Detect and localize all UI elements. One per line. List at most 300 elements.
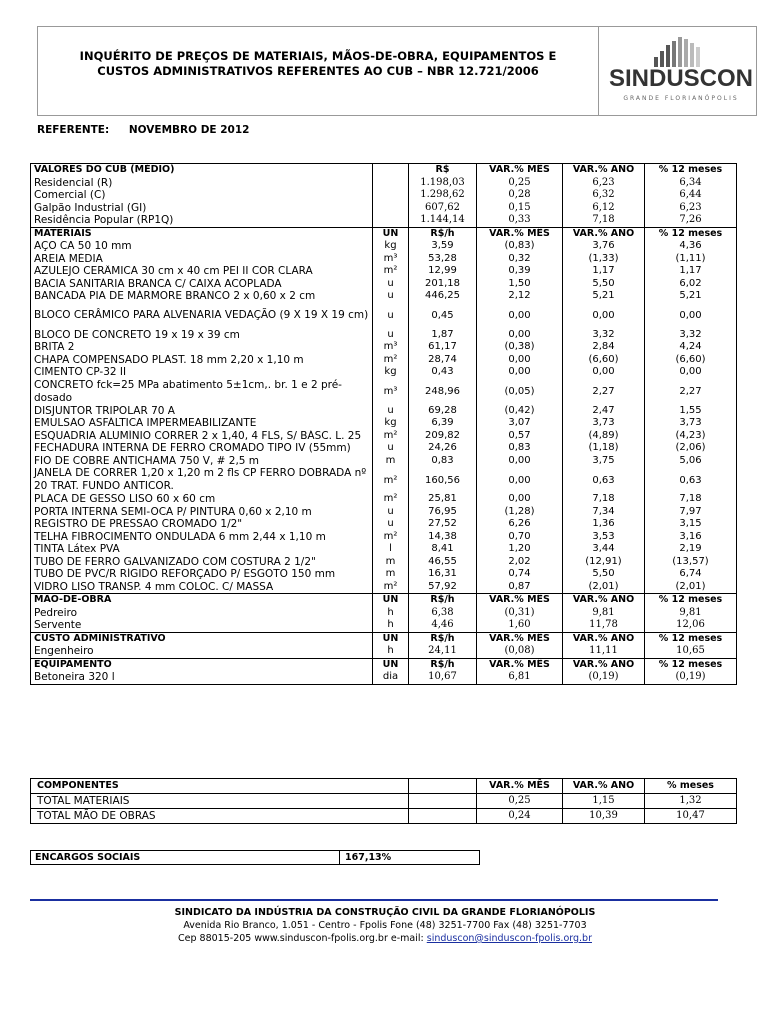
table-row	[31, 581, 737, 594]
cub-header-row	[31, 164, 737, 177]
email-link[interactable]: sinduscon@sinduscon-fpolis.org.br	[426, 933, 592, 944]
table-cell: m²	[373, 430, 409, 443]
table-cell: Galpão Industrial (GI)	[31, 202, 373, 215]
table-cell: BRITA 2	[31, 341, 373, 354]
table-cell: 27,52	[409, 518, 477, 531]
table-cell: 10,39	[563, 809, 645, 824]
table-cell: u	[373, 278, 409, 291]
table-cell: 0,00	[645, 303, 737, 329]
table-cell: 0,24	[477, 809, 563, 824]
table-cell: TOTAL MÃO DE OBRAS	[31, 809, 409, 824]
table-cell: m	[373, 455, 409, 468]
table-cell: 0,00	[477, 467, 563, 493]
table-row	[31, 619, 737, 632]
table-cell: PORTA INTERNA SEMI-OCA P/ PINTURA 0,60 x 2,10 m	[31, 506, 373, 519]
table-cell: 446,25	[409, 290, 477, 303]
table-cell: 3,73	[563, 417, 645, 430]
table-cell: 1.298,62	[409, 189, 477, 202]
table-cell: CONCRETO fck=25 MPa abatimento 5±1cm,. br. 1 e 2 pré-dosado	[31, 379, 373, 405]
table-cell: 9,81	[563, 607, 645, 620]
table-cell: 6,12	[563, 202, 645, 215]
table-cell: 2,27	[645, 379, 737, 405]
table-cell: Pedreiro	[31, 607, 373, 620]
table-cell: ESQUADRIA ALUMÍNIO CORRER 2 x 1,40, 4 FLS, S/ BÁSC. L. 25	[31, 430, 373, 443]
table-cell: 5,06	[645, 455, 737, 468]
price-table	[30, 163, 737, 685]
table-cell: 3,44	[563, 543, 645, 556]
table-cell: 57,92	[409, 581, 477, 594]
column-header: VAR.% ANO	[563, 594, 645, 607]
table-cell: 1,36	[563, 518, 645, 531]
table-cell: 5,21	[645, 290, 737, 303]
column-header: EQUIPAMENTO	[31, 658, 373, 671]
column-header: VAR.% ANO	[563, 779, 645, 794]
column-header	[373, 164, 409, 177]
table-cell: 24,26	[409, 442, 477, 455]
table-cell: dia	[373, 671, 409, 684]
materiais-header-row	[31, 227, 737, 240]
table-cell: BLOCO CERÂMICO PARA ALVENARIA VEDAÇÃO (9 X 19 X 19 cm)	[31, 303, 373, 329]
table-cell: 1,20	[477, 543, 563, 556]
table-cell: 0,45	[409, 303, 477, 329]
table-cell: 10,67	[409, 671, 477, 684]
table-cell: 209,82	[409, 430, 477, 443]
column-header: UN	[373, 594, 409, 607]
componentes-header-row	[31, 779, 737, 794]
table-cell: m³	[373, 253, 409, 266]
table-cell: u	[373, 290, 409, 303]
table-cell: BACIA SANITÁRIA BRANCA C/ CAIXA ACOPLADA	[31, 278, 373, 291]
column-header: VAR.% MÊS	[477, 594, 563, 607]
table-cell: Residencial (R)	[31, 177, 373, 190]
table-cell: 0,63	[645, 467, 737, 493]
table-cell: 0,83	[477, 442, 563, 455]
table-row	[31, 278, 737, 291]
table-row	[31, 493, 737, 506]
table-cell: 10,47	[645, 809, 737, 824]
table-cell: CIMENTO CP-32 II	[31, 366, 373, 379]
table-cell: 2,27	[563, 379, 645, 405]
table-cell: DISJUNTOR TRIPOLAR 70 A	[31, 405, 373, 418]
column-header: % 12 meses	[645, 594, 737, 607]
table-cell: u	[373, 329, 409, 342]
table-cell: 0,83	[409, 455, 477, 468]
table-cell: 7,97	[645, 506, 737, 519]
column-header: MÃO-DE-OBRA	[31, 594, 373, 607]
table-cell: 3,59	[409, 240, 477, 253]
table-cell: 7,18	[563, 493, 645, 506]
table-cell: PLACA DE GESSO LISO 60 x 60 cm	[31, 493, 373, 506]
table-cell: 1.198,03	[409, 177, 477, 190]
table-cell: (6,60)	[645, 354, 737, 367]
column-header: VAR.% MÊS	[477, 779, 563, 794]
table-cell: 1,15	[563, 794, 645, 809]
column-header: VALORES DO CUB (MÉDIO)	[31, 164, 373, 177]
table-cell: 6,32	[563, 189, 645, 202]
footer-divider	[30, 899, 718, 901]
table-cell: 1,17	[563, 265, 645, 278]
logo-subtitle: GRANDE FLORIANÓPOLIS	[623, 95, 739, 102]
table-cell: 6,38	[409, 607, 477, 620]
table-row	[31, 809, 737, 824]
table-cell: Residência Popular (RP1Q)	[31, 214, 373, 227]
table-cell: TELHA FIBROCIMENTO ONDULADA 6 mm 2,44 x 1,10 m	[31, 531, 373, 544]
column-header: R$/h	[409, 632, 477, 645]
encargos-sociais-box	[30, 850, 480, 865]
table-cell: 46,55	[409, 556, 477, 569]
column-header: VAR.% ANO	[563, 658, 645, 671]
table-cell: 6,39	[409, 417, 477, 430]
table-cell: 0,00	[477, 493, 563, 506]
table-cell: 1,32	[645, 794, 737, 809]
footer-address: Avenida Rio Branco, 1.051 - Centro - Fpolis Fone (48) 3251-7700 Fax (48) 3251-7703	[183, 920, 587, 931]
table-cell: 3,16	[645, 531, 737, 544]
table-cell: Engenheiro	[31, 645, 373, 658]
table-cell	[373, 202, 409, 215]
table-cell: 12,99	[409, 265, 477, 278]
column-header: VAR.% MÊS	[477, 632, 563, 645]
title-line-1: INQUÉRITO DE PREÇOS DE MATERIAIS, MÃOS-DE-OBRA, EQUIPAMENTOS E	[79, 49, 557, 63]
table-cell: l	[373, 543, 409, 556]
table-row	[31, 556, 737, 569]
table-cell: AÇO CA 50 10 mm	[31, 240, 373, 253]
table-cell: TOTAL MATERIAIS	[31, 794, 409, 809]
table-cell: 3,32	[563, 329, 645, 342]
table-cell: m	[373, 556, 409, 569]
table-cell: 1.144,14	[409, 214, 477, 227]
table-cell: 69,28	[409, 405, 477, 418]
table-cell: u	[373, 518, 409, 531]
table-cell: 5,21	[563, 290, 645, 303]
table-cell: 8,41	[409, 543, 477, 556]
table-cell: h	[373, 645, 409, 658]
column-header: % 12 meses	[645, 632, 737, 645]
column-header: VAR.% ANO	[563, 164, 645, 177]
table-cell: u	[373, 303, 409, 329]
table-cell: 160,56	[409, 467, 477, 493]
table-row	[31, 290, 737, 303]
table-cell: m³	[373, 379, 409, 405]
table-cell: 24,11	[409, 645, 477, 658]
table-cell: 2,47	[563, 405, 645, 418]
table-cell: 0,39	[477, 265, 563, 278]
table-cell: (0,38)	[477, 341, 563, 354]
table-cell: (0,08)	[477, 645, 563, 658]
encargos-label: ENCARGOS SOCIAIS	[35, 852, 141, 863]
table-row	[31, 442, 737, 455]
table-cell: m²	[373, 354, 409, 367]
column-header: UN	[373, 658, 409, 671]
table-cell: 5,50	[563, 568, 645, 581]
footer	[0, 906, 770, 945]
table-cell: kg	[373, 240, 409, 253]
table-row	[31, 568, 737, 581]
table-cell: VIDRO LISO TRANSP. 4 mm COLOC. C/ MASSA	[31, 581, 373, 594]
table-cell: 6,23	[563, 177, 645, 190]
table-cell: (0,05)	[477, 379, 563, 405]
column-header: % meses	[645, 779, 737, 794]
table-cell: (12,91)	[563, 556, 645, 569]
referente-value: NOVEMBRO DE 2012	[128, 124, 250, 136]
table-row	[31, 379, 737, 405]
table-cell: 6,34	[645, 177, 737, 190]
componentes-table	[30, 778, 737, 824]
table-cell: 1,17	[645, 265, 737, 278]
table-cell: 3,75	[563, 455, 645, 468]
column-header: R$/h	[409, 658, 477, 671]
table-cell: FIO DE COBRE ANTICHAMA 750 V, # 2,5 m	[31, 455, 373, 468]
table-row	[31, 794, 737, 809]
table-cell: (2,06)	[645, 442, 737, 455]
table-cell: 7,34	[563, 506, 645, 519]
table-cell: u	[373, 506, 409, 519]
table-cell: 6,23	[645, 202, 737, 215]
table-row	[31, 253, 737, 266]
table-cell: m²	[373, 265, 409, 278]
column-header: VAR.% ANO	[563, 632, 645, 645]
encargos-value: 167,13%	[345, 852, 392, 863]
table-cell: m²	[373, 467, 409, 493]
table-cell: 0,15	[477, 202, 563, 215]
table-cell: 248,96	[409, 379, 477, 405]
table-cell: 1,60	[477, 619, 563, 632]
column-header: R$	[409, 164, 477, 177]
table-cell: Betoneira 320 l	[31, 671, 373, 684]
table-cell: (1,11)	[645, 253, 737, 266]
table-cell: 0,00	[477, 455, 563, 468]
table-cell: 1,55	[645, 405, 737, 418]
table-cell: AZULEJO CERÂMICA 30 cm x 40 cm PEI II COR CLARA	[31, 265, 373, 278]
mao_de_obra-header-row	[31, 594, 737, 607]
table-cell: 3,76	[563, 240, 645, 253]
table-cell: (0,31)	[477, 607, 563, 620]
table-cell: Comercial (C)	[31, 189, 373, 202]
table-row	[31, 518, 737, 531]
table-row	[31, 467, 737, 493]
table-cell: 61,17	[409, 341, 477, 354]
column-header: R$/h	[409, 594, 477, 607]
referente-line	[37, 124, 249, 136]
table-cell: 0,87	[477, 581, 563, 594]
table-cell: 0,00	[563, 366, 645, 379]
table-cell: 0,25	[477, 794, 563, 809]
table-cell	[373, 177, 409, 190]
table-cell: 7,26	[645, 214, 737, 227]
table-cell: 0,70	[477, 531, 563, 544]
table-row	[31, 645, 737, 658]
table-row	[31, 189, 737, 202]
table-cell: (1,28)	[477, 506, 563, 519]
table-row	[31, 265, 737, 278]
document-header	[37, 26, 757, 116]
table-cell: (1,18)	[563, 442, 645, 455]
column-header	[409, 779, 477, 794]
column-header: % 12 meses	[645, 227, 737, 240]
footer-org-name: SINDICATO DA INDÚSTRIA DA CONSTRUÇÃO CIVIL DA GRANDE FLORIANÓPOLIS	[174, 907, 596, 918]
table-cell: 11,78	[563, 619, 645, 632]
table-cell: 2,84	[563, 341, 645, 354]
table-cell: 201,18	[409, 278, 477, 291]
table-row	[31, 303, 737, 329]
table-cell	[373, 189, 409, 202]
footer-contact	[0, 932, 770, 945]
table-cell: 4,24	[645, 341, 737, 354]
table-cell: (2,01)	[645, 581, 737, 594]
table-cell	[409, 809, 477, 824]
table-cell: BANCADA PIA DE MÁRMORE BRANCO 2 x 0,60 x 2 cm	[31, 290, 373, 303]
table-cell: h	[373, 607, 409, 620]
table-cell: (0,19)	[563, 671, 645, 684]
column-header: VAR.% ANO	[563, 227, 645, 240]
table-cell: 12,06	[645, 619, 737, 632]
table-cell: 11,11	[563, 645, 645, 658]
building-bars-icon	[654, 37, 714, 67]
column-header: VAR.% MÊS	[477, 227, 563, 240]
table-cell: (0,42)	[477, 405, 563, 418]
table-row	[31, 202, 737, 215]
column-header: CUSTO ADMINISTRATIVO	[31, 632, 373, 645]
column-header: % 12 meses	[645, 164, 737, 177]
table-cell: 6,81	[477, 671, 563, 684]
table-cell: 3,15	[645, 518, 737, 531]
sinduscon-logo	[606, 33, 756, 111]
document-title	[38, 49, 598, 79]
column-header: VAR.% MÊS	[477, 658, 563, 671]
header-divider	[598, 27, 599, 115]
table-row	[31, 177, 737, 190]
table-cell: 2,19	[645, 543, 737, 556]
table-cell: 6,74	[645, 568, 737, 581]
table-cell: 5,50	[563, 278, 645, 291]
table-cell: (0,19)	[645, 671, 737, 684]
table-cell: REGISTRO DE PRESSÃO CROMADO 1/2"	[31, 518, 373, 531]
title-line-2: CUSTOS ADMINISTRATIVOS REFERENTES AO CUB – NBR 12.721/2006	[97, 64, 539, 78]
table-cell: (1,33)	[563, 253, 645, 266]
table-cell: 0,00	[477, 354, 563, 367]
table-cell: 0,33	[477, 214, 563, 227]
table-cell: FECHADURA INTERNA DE FERRO CROMADO TIPO IV (55mm)	[31, 442, 373, 455]
table-cell: m²	[373, 531, 409, 544]
table-cell: 7,18	[645, 493, 737, 506]
column-header: % 12 meses	[645, 658, 737, 671]
column-header: COMPONENTES	[31, 779, 409, 794]
table-cell: 0,00	[477, 329, 563, 342]
column-header: MATERIAIS	[31, 227, 373, 240]
table-cell: (6,60)	[563, 354, 645, 367]
table-cell: 3,73	[645, 417, 737, 430]
table-cell: u	[373, 442, 409, 455]
table-cell: 0,63	[563, 467, 645, 493]
table-cell: Servente	[31, 619, 373, 632]
referente-label: REFERENTE:	[37, 124, 110, 136]
table-row	[31, 430, 737, 443]
table-cell: (4,23)	[645, 430, 737, 443]
table-row	[31, 405, 737, 418]
table-cell	[409, 794, 477, 809]
table-cell: (0,83)	[477, 240, 563, 253]
table-cell: 0,00	[477, 303, 563, 329]
table-cell: 2,02	[477, 556, 563, 569]
table-cell: 6,26	[477, 518, 563, 531]
table-cell: 607,62	[409, 202, 477, 215]
equipamento-header-row	[31, 658, 737, 671]
table-cell: m	[373, 568, 409, 581]
table-cell: 53,28	[409, 253, 477, 266]
table-cell: 0,25	[477, 177, 563, 190]
table-cell: 10,65	[645, 645, 737, 658]
table-cell: 1,87	[409, 329, 477, 342]
table-cell: 14,38	[409, 531, 477, 544]
table-row	[31, 607, 737, 620]
table-cell: TUBO DE FERRO GALVANIZADO COM COSTURA 2 1/2"	[31, 556, 373, 569]
table-cell: 6,44	[645, 189, 737, 202]
table-cell: kg	[373, 366, 409, 379]
table-cell: kg	[373, 417, 409, 430]
table-cell: 0,57	[477, 430, 563, 443]
table-cell: (4,89)	[563, 430, 645, 443]
table-row	[31, 455, 737, 468]
table-cell	[373, 214, 409, 227]
table-cell: JANELA DE CORRER 1,20 x 1,20 m 2 fls CP FERRO DOBRADA nº 20 TRAT. FUNDO ANTICOR.	[31, 467, 373, 493]
table-row	[31, 531, 737, 544]
table-cell: 6,02	[645, 278, 737, 291]
table-cell: 9,81	[645, 607, 737, 620]
table-row	[31, 354, 737, 367]
table-cell: (2,01)	[563, 581, 645, 594]
table-cell: 0,00	[477, 366, 563, 379]
table-cell: 4,36	[645, 240, 737, 253]
table-row	[31, 341, 737, 354]
table-row	[31, 214, 737, 227]
table-row	[31, 671, 737, 684]
table-cell: (13,57)	[645, 556, 737, 569]
table-cell: 0,32	[477, 253, 563, 266]
column-header: UN	[373, 632, 409, 645]
table-cell: CHAPA COMPENSADO PLAST. 18 mm 2,20 x 1,10 m	[31, 354, 373, 367]
table-cell: AREIA MÉDIA	[31, 253, 373, 266]
table-cell: 2,12	[477, 290, 563, 303]
table-cell: 0,00	[645, 366, 737, 379]
table-cell: m²	[373, 493, 409, 506]
column-header: VAR.% MÊS	[477, 164, 563, 177]
table-cell: m²	[373, 581, 409, 594]
table-row	[31, 417, 737, 430]
table-cell: TINTA Látex PVA	[31, 543, 373, 556]
table-cell: 3,32	[645, 329, 737, 342]
table-cell: m³	[373, 341, 409, 354]
table-cell: BLOCO DE CONCRETO 19 x 19 x 39 cm	[31, 329, 373, 342]
table-cell: 25,81	[409, 493, 477, 506]
table-cell: 7,18	[563, 214, 645, 227]
custo_admin-header-row	[31, 632, 737, 645]
table-row	[31, 329, 737, 342]
column-header: UN	[373, 227, 409, 240]
table-cell: 76,95	[409, 506, 477, 519]
logo-name: SINDUSCON	[608, 65, 753, 92]
table-cell: 16,31	[409, 568, 477, 581]
table-cell: EMULSÃO ASFÁLTICA IMPERMEABILIZANTE	[31, 417, 373, 430]
table-cell: 1,50	[477, 278, 563, 291]
column-header: R$/h	[409, 227, 477, 240]
table-cell: h	[373, 619, 409, 632]
table-row	[31, 543, 737, 556]
footer-contact-text: Cep 88015-205 www.sinduscon-fpolis.org.br e-mail:	[178, 933, 427, 944]
table-cell: 0,00	[563, 303, 645, 329]
table-cell: 3,53	[563, 531, 645, 544]
table-cell: 0,43	[409, 366, 477, 379]
table-cell: 0,28	[477, 189, 563, 202]
table-cell: TUBO DE PVC/R RÍGIDO REFORÇADO P/ ESGOTO 150 mm	[31, 568, 373, 581]
